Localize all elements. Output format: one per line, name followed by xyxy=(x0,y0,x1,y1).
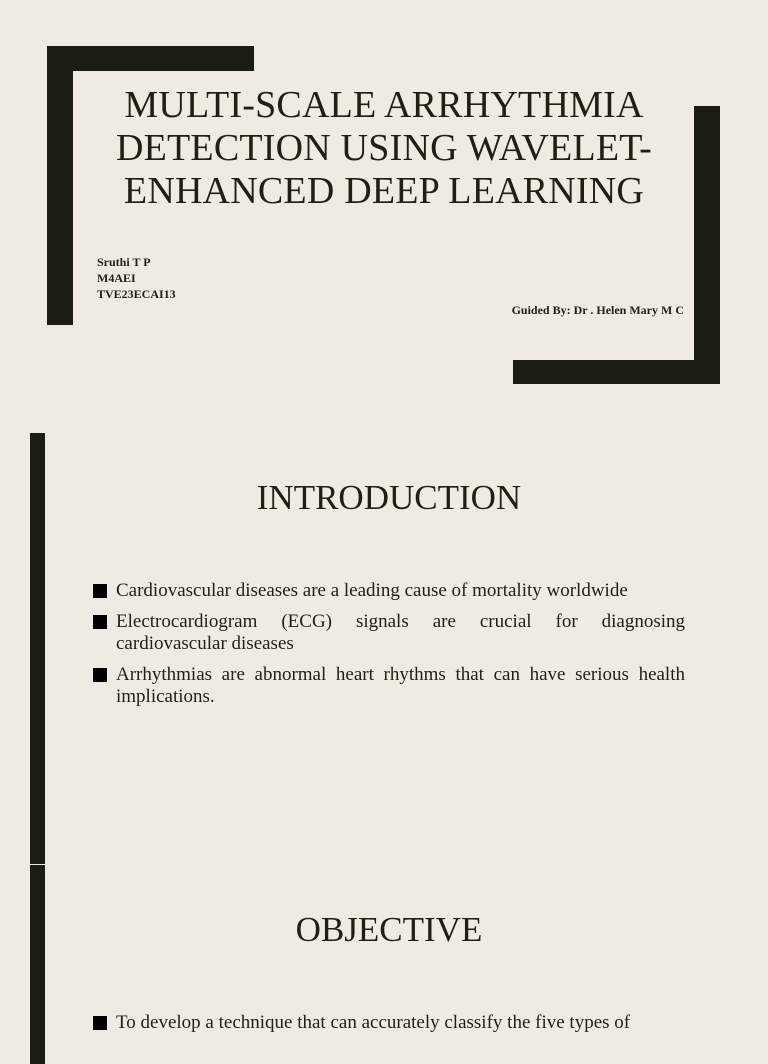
frame-top-left-vertical xyxy=(47,46,73,325)
list-item xyxy=(93,1012,685,1034)
bullet-list xyxy=(93,580,685,717)
guide-info: Guided By: Dr . Helen Mary M C xyxy=(511,303,684,317)
author-class: M4AEI xyxy=(97,271,136,285)
slide-heading: OBJECTIVE xyxy=(295,910,483,949)
square-bullet-icon xyxy=(93,668,107,682)
list-item xyxy=(93,664,685,708)
bullet-text: Arrhythmias are abnormal heart rhythms that can have serious health implications. xyxy=(116,664,685,707)
frame-bottom-right-horizontal xyxy=(513,360,720,384)
frame-top-left-horizontal xyxy=(47,46,254,71)
author-roll-number: TVE23ECAI13 xyxy=(97,287,176,301)
bullet-text: Electrocardiogram (ECG) signals are crucial for diagnosing cardiovascular diseases xyxy=(116,611,685,654)
bullet-text: To develop a technique that can accurately classify the five types of xyxy=(116,1012,631,1033)
author-info xyxy=(97,254,176,302)
presentation-title: MULTI-SCALE ARRHYTHMIA DETECTION USING WAVELET-ENHANCED DEEP LEARNING xyxy=(115,84,653,212)
square-bullet-icon xyxy=(93,615,107,629)
introduction-slide xyxy=(0,432,768,864)
square-bullet-icon xyxy=(93,1016,107,1030)
title-slide xyxy=(0,0,768,432)
frame-bottom-right-vertical xyxy=(694,106,720,384)
square-bullet-icon xyxy=(93,584,107,598)
author-name: Sruthi T P xyxy=(97,255,151,269)
left-accent-bar xyxy=(30,865,45,1064)
bullet-list xyxy=(93,1012,685,1043)
list-item xyxy=(93,611,685,655)
bullet-text: Cardiovascular diseases are a leading cause of mortality worldwide xyxy=(116,580,628,601)
slide-heading: INTRODUCTION xyxy=(256,478,522,517)
list-item xyxy=(93,580,685,602)
objective-slide xyxy=(0,864,768,1064)
